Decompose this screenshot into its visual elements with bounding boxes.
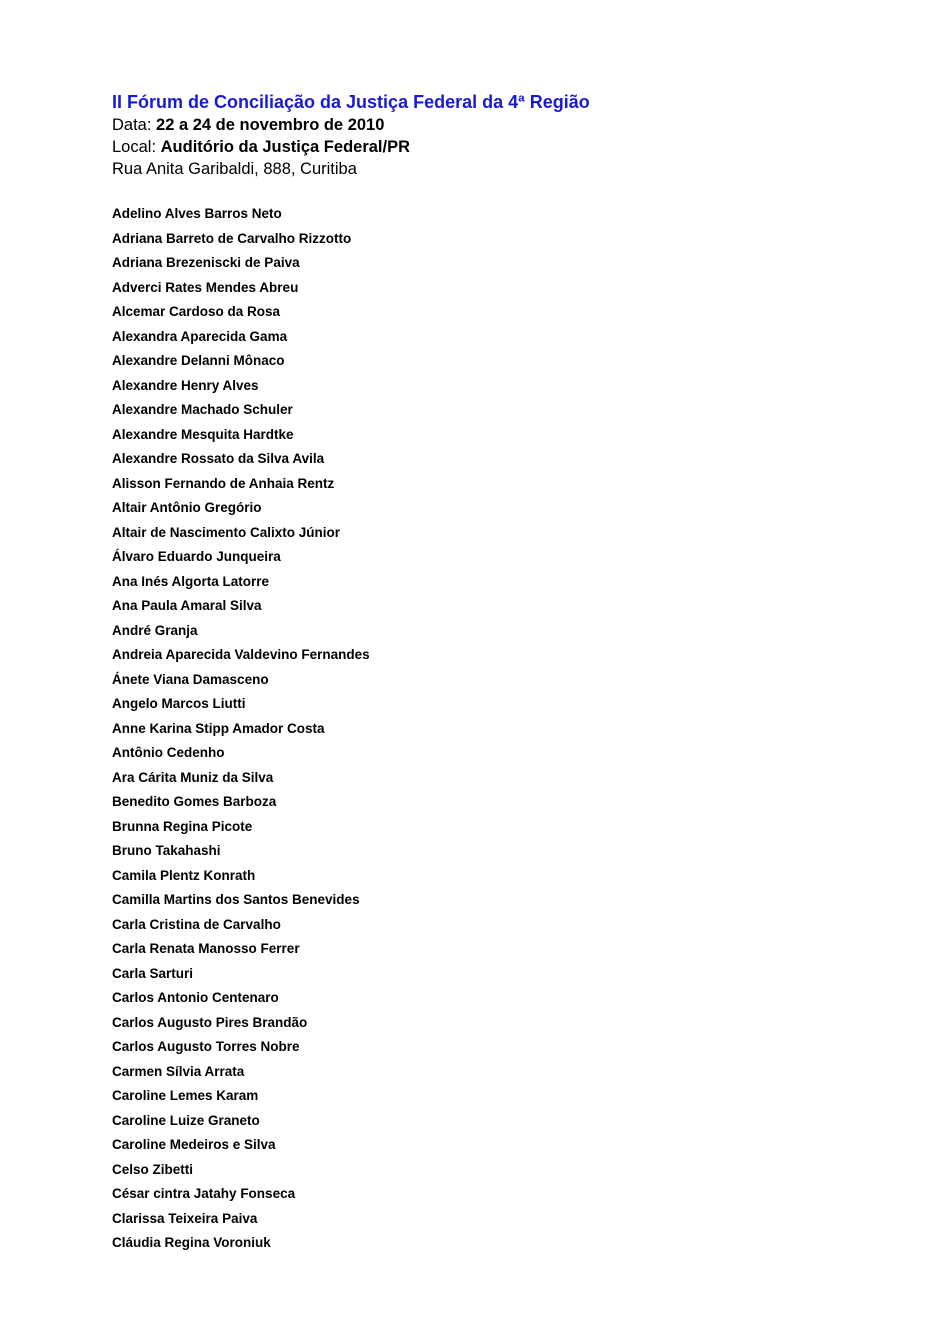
participant-name: Alexandre Delanni Mônaco (112, 353, 285, 368)
participant-name: Ánete Viana Damasceno (112, 671, 269, 687)
participant-name: Carla Renata Manosso Ferrer (112, 941, 300, 956)
participant-name: Caroline Luize Graneto (112, 1112, 260, 1128)
participant-name: Camila Plentz Konrath (112, 867, 256, 883)
participant-name: Carla Cristina de Carvalho (112, 916, 281, 932)
participant-name: Camilla Martins dos Santos Benevides (112, 892, 360, 907)
participant-name: Alexandre Henry Alves (112, 377, 259, 393)
participant-name: Alexandre Rossato da Silva Avila (112, 451, 325, 466)
participant-name: Benedito Gomes Barboza (112, 794, 277, 809)
participant-name: Alisson Fernando de Anhaia Rentz (112, 475, 335, 491)
participant-name: Antônio Cedenho (112, 745, 225, 760)
participant-name: Carmen Sílvia Arrata (112, 1063, 245, 1079)
participant-name: César cintra Jatahy Fonseca (112, 1186, 296, 1201)
participant-name: Celso Zibetti (112, 1161, 194, 1177)
participant-name: Caroline Lemes Karam (112, 1088, 259, 1103)
participant-name: Alcemar Cardoso da Rosa (112, 304, 281, 319)
location-value: Auditório da Justiça Federal/PR (160, 138, 411, 156)
event-address: Rua Anita Garibaldi, 888, Curitiba (112, 160, 357, 178)
event-location-line (112, 136, 872, 158)
participant-name: Ana Inés Algorta Latorre (112, 573, 270, 589)
participant-name: Carla Sarturi (112, 965, 194, 981)
participant-name: Adriana Brezeniscki de Paiva (112, 255, 300, 270)
participant-name: Adverci Rates Mendes Abreu (112, 279, 299, 295)
participant-name: Carlos Augusto Pires Brandão (112, 1014, 308, 1030)
participant-name: Clarissa Teixeira Paiva (112, 1210, 258, 1226)
date-label: Data: (112, 116, 152, 134)
participant-list (112, 202, 872, 1256)
participant-name: Altair de Nascimento Calixto Júnior (112, 524, 341, 540)
participant-name: Andreia Aparecida Valdevino Fernandes (112, 647, 370, 662)
participant-name: Angelo Marcos Liutti (112, 696, 246, 711)
participant-name: Adelino Alves Barros Neto (112, 206, 282, 221)
participant-name: Ara Cárita Muniz da Silva (112, 769, 274, 785)
participant-name: Adriana Barreto de Carvalho Rizzotto (112, 230, 352, 246)
date-value: 22 a 24 de novembro de 2010 (156, 116, 385, 134)
participant-name: Alexandra Aparecida Gama (112, 328, 288, 344)
participant-name: Cláudia Regina Voroniuk (112, 1235, 271, 1250)
participant-name: Altair Antônio Gregório (112, 500, 262, 515)
event-date-line (112, 114, 872, 136)
participant-name: Álvaro Eduardo Junqueira (112, 549, 281, 564)
participant-name: Carlos Antonio Centenaro (112, 990, 279, 1005)
participant-name: Alexandre Mesquita Hardtke (112, 426, 294, 442)
participant-name: Carlos Augusto Torres Nobre (112, 1039, 300, 1054)
participant-name: Brunna Regina Picote (112, 818, 253, 834)
participant-name: Bruno Takahashi (112, 843, 221, 858)
participant-name: Alexandre Machado Schuler (112, 402, 293, 417)
participant-name: Caroline Medeiros e Silva (112, 1137, 276, 1152)
participant-name: Anne Karina Stipp Amador Costa (112, 720, 325, 736)
participant-name: Ana Paula Amaral Silva (112, 598, 262, 613)
location-label: Local: (112, 138, 157, 156)
participant-name: André Granja (112, 622, 198, 638)
document-page (112, 90, 872, 1256)
document-title: II Fórum de Conciliação da Justiça Federal da 4ª Região (112, 92, 590, 112)
